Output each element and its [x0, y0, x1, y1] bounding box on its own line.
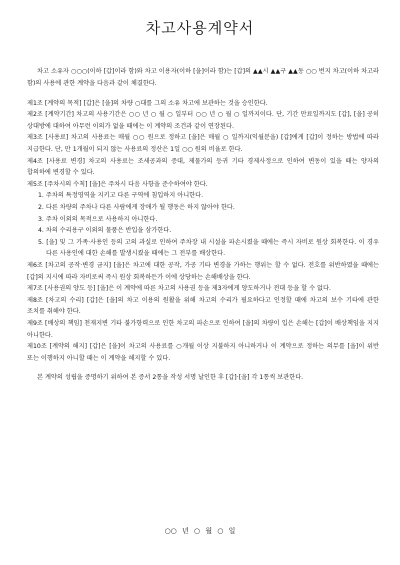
article-6: 제6조 [차고의 공작·변경 금지] [을]은 차고에 대한 공작, 가공 기타 변경을 가하는 행위는 할 수 없다. 전호를 위반하였을 때에는 [갑]의 지시에 따라 자비로써 즉시 원상 회복하든가 이에 상당하는 손해배상을 한다. — [27, 262, 379, 281]
parking-rule-item: 4. 차의 수리용구 이외의 물품은 반입을 삼가한다. — [38, 227, 172, 235]
parking-rules-list — [27, 190, 379, 260]
parking-rule-item: 1. 주차의 특정영역을 지키고 다른 구역에 침입하지 아니한다. — [38, 192, 204, 200]
closing-paragraph: 본 계약의 성립을 증명하기 위하여 본 증서 2통을 작성 서명 날인한 후 [갑]·[을] 각 1통씩 보관한다. — [37, 374, 304, 382]
parking-rule-item: 2. 다른 차량의 주차나 다른 사람에게 장애가 될 행동은 하지 않아야 한다. — [38, 204, 235, 212]
intro-paragraph: 차고 소유자 ○○○(이하 [갑]이라 함)와 차고 이용자(이하 [을]이라 함)는 [갑]의 ▲▲시 ▲▲구 ▲▲동 ○○ 번지 차고(이하 차고라 함)의 사용에 관한 계약을 다음과 같이 체결한다. — [27, 68, 379, 87]
article-1: 제1조 [계약의 목적] [갑]은 [을]의 차량 ○대를 그의 소유 차고에 보관하는 것을 승인한다. — [27, 99, 268, 107]
parking-rule-item: 3. 주차 이외의 목적으로 사용하지 아니한다. — [38, 215, 158, 223]
article-8: 제8조 [차고의 수리] [갑]은 [을]의 차고 이용의 원활을 위해 차고의 수리가 필요하다고 인정할 때에 차고의 보수 기타에 관한 조치를 취해야 한다. — [27, 296, 379, 316]
document-title: 차고사용계약서 — [145, 19, 255, 37]
article-10: 제10조 [계약의 해지] [갑]은 [을]이 차고의 사용료를 ○개월 이상 지불하지 아니하거나 이 계약으로 정하는 의무를 [을]이 위반 또는 이행하지 아니할 때는 이 계약을 해지할 수 있다. — [27, 343, 379, 362]
article-4: 제4조 [사용료 변경] 차고의 사용료는 조세공과의 증대, 제물가의 등귀 기타 경제사정으로 인하여 변동이 있을 때는 양자의 합의하에 변경할 수 있다. — [27, 157, 379, 177]
article-3: 제3조 [사용료] 차고의 사용료는 매월 ○○ 원으로 정하고 [을]은 매월 ○ 일까지(익월분을) [갑]에게 [갑]이 정하는 방법에 따라 지급한다. 단, 만 1개월이 되지 않는 사용료의 정산은 1일 ○○ 원의 비율로 한다. — [27, 134, 379, 154]
parking-rule-item: 5. [을] 및 그 가족·사용인 등의 고의 과실로 인하여 주차장 내 시설을 파손시켰을 때에는 즉시 자비로 원상 회복한다. 이 경우 다른 사용인에 대한 손해를 발생시켰을 때에는 그 전부를 배상한다. — [38, 238, 379, 258]
contract-date: ○○ 년 ○ 월 ○ 일 — [164, 527, 236, 535]
article-7: 제7조 [사용권의 양도 등] [을]은 이 계약에 따른 차고의 사용권 등을 제3자에게 양도하거나 전대 등을 할 수 없다. — [27, 285, 331, 293]
article-2: 제2조 [계약기간] 차고의 사용기간은 ○○ 년 ○ 월 ○ 일부터 ○○ 년 ○ 월 ○ 일까지이다. 단, 기간 만료일까지도 [갑], [을] 공히 상대방에 대하여 아무런 이의가 없을 때에는 이 계약의 조건과 같이 연장된다. — [27, 111, 379, 130]
article-9: 제9조 [배상의 책임] 천재지변 기타 불가항력으로 인한 차고의 파손으로 인하여 [을]의 차량이 입은 손해는 [갑]이 배상책임을 지지 아니한다. — [27, 319, 379, 339]
article-5: 제5조 [주차시의 수칙] [을]은 주차시 다음 사항을 준수하여야 한다. — [27, 180, 208, 188]
contract-body — [27, 66, 379, 384]
